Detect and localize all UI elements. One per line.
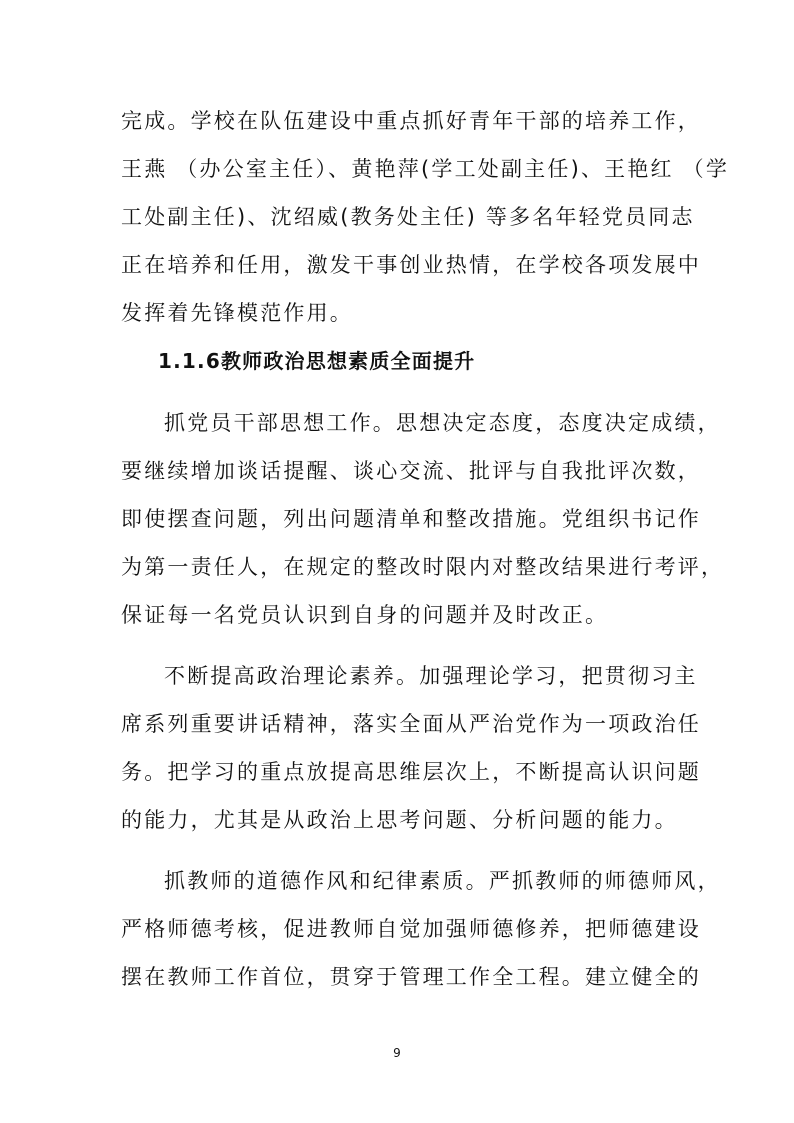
- page-number: 9: [393, 1046, 401, 1060]
- text-line: 抓教师的道德作风和纪律素质。严抓教师的师德师风，: [164, 869, 721, 893]
- text-line: 严格师德考核，促进教师自觉加强师德修养，把师德建设: [121, 917, 701, 941]
- text-line: 的能力，尤其是从政治上思考问题、分析问题的能力。: [121, 808, 678, 832]
- section-heading: 1.1.6教师政治思想素质全面提升: [158, 349, 476, 373]
- text-line: 抓党员干部思想工作。思想决定态度，态度决定成绩，: [164, 411, 721, 435]
- text-line: 务。把学习的重点放提高思维层次上，不断提高认识问题: [121, 760, 701, 784]
- text-line: 即使摆查问题，列出问题清单和整改措施。党组织书记作: [121, 507, 701, 531]
- text-line: 要继续增加谈话提醒、谈心交流、批评与自我批评次数，: [121, 459, 701, 483]
- text-line: 席系列重要讲话精神，落实全面从严治党作为一项政治任: [121, 712, 701, 736]
- text-line: 工处副主任)、沈绍威(教务处主任) 等多名年轻党员同志: [121, 205, 695, 229]
- text-line: 保证每一名党员认识到自身的问题并及时改正。: [121, 603, 609, 627]
- text-line: 为第一责任人，在规定的整改时限内对整改结果进行考评，: [121, 555, 725, 579]
- text-line: 不断提高政治理论素养。加强理论学习，把贯彻习主: [164, 664, 698, 688]
- text-line: 正在培养和任用，激发干事创业热情，在学校各项发展中: [121, 253, 701, 277]
- text-line: 完成。学校在队伍建设中重点抓好青年干部的培养工作，: [121, 109, 701, 133]
- text-line: 摆在教师工作首位，贯穿于管理工作全工程。建立健全的: [121, 965, 701, 989]
- text-line: 王燕 （办公室主任）、黄艳萍(学工处副主任)、王艳红 （学: [121, 157, 730, 181]
- text-line: 发挥着先锋模范作用。: [121, 301, 353, 325]
